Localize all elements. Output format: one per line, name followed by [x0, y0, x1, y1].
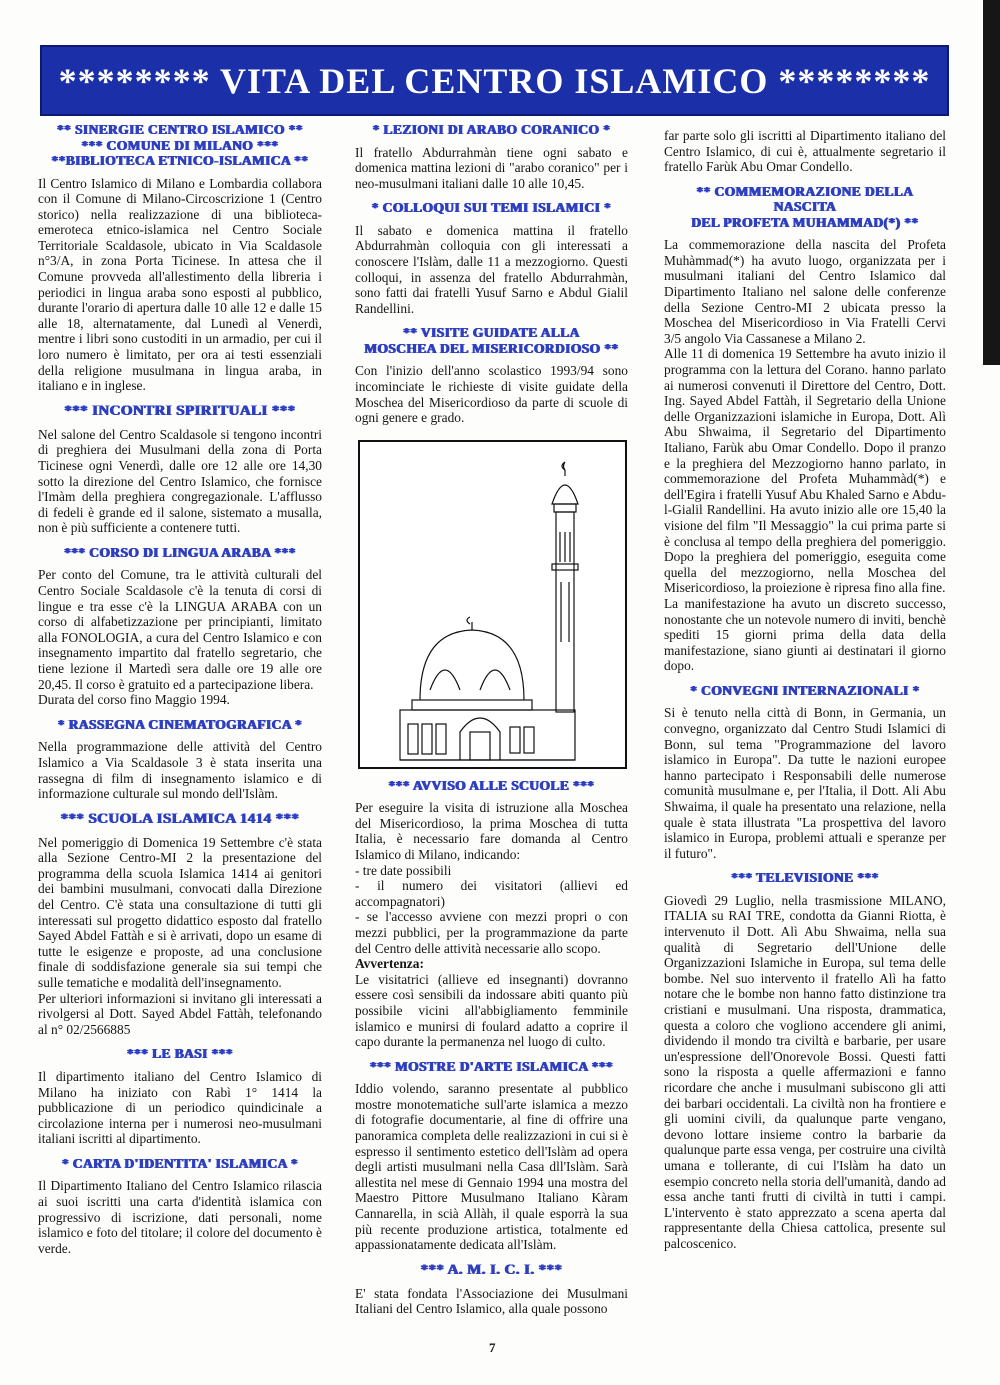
heading-line: DEL PROFETA MUHAMMAD(*) ** — [691, 214, 919, 230]
heading-line: ** COMMEMORAZIONE DELLA NASCITA — [696, 183, 914, 215]
list-item: - il numero dei visitatori (allievi ed accompagnatori) — [355, 878, 628, 909]
section-body: Nel salone del Centro Scaldasole si tengono incontri di preghiera dei Musulmani della zona di Porta Ticinese ogni Venerdì, dalle ore 12 alle ore 14,30 sotto la direzione del Centro Islamico, che fornisce l'Imàm della preghiera congregazionale. L'afflusso di fedeli è grande ed il salone, sistemato a musalla, non è più sufficiente a contenere tutti. — [38, 426, 322, 536]
section-body: La manifestazione ha avuto un discreto successo, nonostante che un notevole numero di inviti, benchè spediti 15 giorni prima della data della manifestazione, siano giunti ai destinatari il giorno dopo. — [664, 595, 946, 674]
section-heading-amici: *** A. M. I. C. I. *** — [420, 1261, 563, 1278]
title-banner — [40, 45, 949, 116]
heading-line: ** SINERGIE CENTRO ISLAMICO ** — [56, 122, 304, 137]
section-heading-visite — [355, 325, 628, 356]
section-heading-lezioni: * LEZIONI DI ARABO CORANICO * — [372, 122, 611, 137]
section-body: far parte solo gli iscritti al Dipartimento italiano del Centro Islamico, di cui è, attualmente segretario il fratello Farùk Abu Omar Condello. — [664, 128, 946, 175]
section-heading-sinergie — [38, 122, 322, 169]
section-body: Durata del corso fino Maggio 1994. — [38, 692, 230, 708]
section-heading-incontri: *** INCONTRI SPIRITUALI *** — [64, 402, 296, 419]
section-body: Il sabato e domenica mattina il fratello Abdurrahmàn colloquia con gli interessati a conoscere l'Islàm, dalle 11 a mezzogiorno. Questi colloqui, in assenza del fratello Abdurrahmàn, sono fatti dai fratelli Yusuf Sarno e Abdul Gialil Randellini. — [355, 222, 628, 316]
warning-label: Avvertenza: — [355, 956, 424, 972]
column-middle — [355, 120, 628, 1317]
section-heading-rassegna: * RASSEGNA CINEMATOGRAFICA * — [57, 716, 303, 732]
column-left — [38, 120, 322, 1256]
section-body: Giovedì 29 Luglio, nella trasmissione MILANO, ITALIA su RAI TRE, condotta da Gianni Riotta, è intervenuto il Dott. Alì Abu Shwaima, nella sua qualità di Segretario dell'Unione delle Organizzazioni Islamiche in Europa, sul tema delle bombe. Nel suo intervento il fratello Alì ha fatto notare che le bombe non hanno fatto distinzione tra cristiani e musulmani. Una risposta, drammatica, questa a coloro che vogliono accendere gli animi, dividendo il mondo tra civiltà e barbarie, per usare un'espressione dell'Onorevole Bossi. Questi fatti sono la risposta a quelle affermazioni e fanno ricordare che anche i musulmani subiscono gli atti dei barbari occidentali. La civiltà non ha frontiere e gli uomini civili, da qualunque parte vengano, devono lottare insieme contro la barbarie da qualunque parte essa venga, per costruire una civiltà umana e tollerante, di cui l'Islàm ha dato un esempio concreto nella storia dell'umanità, dando ad essa anche tanti frutti di civiltà in tutti i campi. L'intervento è stato apprezzato a scena aperta dal rappresentante della Chiesa cattolica, presente sul palcoscenico. — [664, 892, 946, 1251]
heading-line: ** VISITE GUIDATE ALLA — [403, 325, 580, 341]
section-heading-mostre: *** MOSTRE D'ARTE ISLAMICA *** — [369, 1058, 614, 1074]
page-title: ******** VITA DEL CENTRO ISLAMICO ******** — [58, 60, 931, 101]
section-body: La commemorazione della nascita del Profeta Muhàmmad(*) ha avuto luogo, organizzata per i musulmani italiani del Centro Islamico dal Dipartimento Italiano nel salone delle conferenze della Sezione Centro-MI 2 ubicata presso la Moschea del Misericordioso in Via Fratelli Cervi 3/5 angolo Via Cassanese a Milano 2. — [664, 237, 946, 346]
section-heading-le-basi: *** LE BASI *** — [126, 1046, 234, 1062]
section-heading-avviso: *** AVVISO ALLE SCUOLE *** — [388, 777, 595, 793]
section-body: Le visitatrici (allieve ed insegnanti) dovranno essere così sensibili da indossare abiti quanto più possibile vicini all'abbigliamento femminile islamico e munirsi di foulard adatto a coprire il capo durante la permanenza nel luogo di culto. — [355, 971, 628, 1050]
heading-line: **BIBLIOTECA ETNICO-ISLAMICA ** — [51, 153, 309, 168]
mosque-drawing — [360, 442, 625, 767]
section-heading-televisione: *** TELEVISIONE *** — [731, 870, 879, 886]
section-body: Il dipartimento italiano del Centro Islamico di Milano ha iniziato con Rabì 1° 1414 la pubblicazione di un periodico quindicinale a circolazione interna per i numerosi neo-musulmani italiani iscritti al dipartimento. — [38, 1068, 322, 1147]
section-body: Il fratello Abdurrahmàn tiene ogni sabato e domenica mattina lezioni di "arabo coranico" per i neo-musulmani italiani dalle 10 alle 10,45. — [355, 144, 628, 191]
section-body: Si è tenuto nella città di Bonn, in Germania, un convegno, organizzato dal Centro Studi Islamici di Bonn, sul tema "Programmazione del lavoro islamico in Europa". Da tutte le nazioni europee hanno partecipato i Responsabili delle numerose comunità musulmane e, per l'Italia, il Dott. Ali Abu Shwaima, il quale ha presentato una relazione, nella quale è stata illustrata "La prospettiva del lavoro islamico in Europa, problemi attuali e speranze per il futuro". — [664, 705, 946, 861]
column-right — [664, 128, 946, 1252]
section-body: Iddio volendo, saranno presentate al pubblico mostre monotematiche sull'arte islamica a mezzo di fotografie documentarie, al fine di offrire una panoramica completa delle realizzazioni in cui si è espresso il sentimento estetico dell'Islàm ad opera degli artisti musulmani nella Casa dll'Islàm. Sarà allestita nel mese di Gennaio 1994 una mostra del Maestro Pittore Musulmano Italiano Kàram Cannarella, in scià Allàh, il quale esporrà la sua più recente produzione artistica, totalmente ed appassionatamente dedicata all'Islàm. — [355, 1081, 628, 1253]
section-heading-carta: * CARTA D'IDENTITA' ISLAMICA * — [61, 1155, 299, 1171]
section-body: Per conto del Comune, tra le attività culturali del Centro Sociale Scaldasole c'è la tenuta di corsi di lingue e tra esse c'è la LINGUA ARABA con un corso di alfabetizzazione per principianti, limitato alla FONOLOGIA, a cura del Centro Islamico e con insegnamento impartito dal fratello segretario, che tiene lezione il Martedì sera dalle ore 19 alle ore 20,45. Il corso è gratuito ed a partecipazione libera. — [38, 567, 322, 692]
section-body: Con l'inizio dell'anno scolastico 1993/94 sono incominciate le richieste di visite guidate della Moschea del Misericordioso da parte di scuole di ogni genere e grado. — [355, 363, 628, 426]
section-body: Alle 11 di domenica 19 Settembre ha avuto inizio il programma con la lettura del Corano. hanno parlato ai numerosi convenuti il Direttore del Centro, Dott. Ing. Sayed Abdel Fattàh, il Segretario della Unione delle Organizzazioni islamiche in Europa, Dott. Alì Abu Shwaima, il Segretario del Dipartimento Italiano, Farùk abu Omar Condello. Dopo il pranzo e la preghiera del Mezzogiorno hanno parlato, in commemorazione del Profeta Muhammàd(*) e dell'Egira i fratelli Yusuf Abu Khaled Sarno e Abdu-l-Gialil Randellini. Ha avuto inizio alle ore 15,40 la visione del film "Il Messaggio" la cui prima parte si è conclusa al tempo della preghiera del pomeriggio. Dopo la preghiera del pomeriggio, eseguita come quella del mezzogiorno, nella Moschea del Misericordioso, la proiezione è ripresa fino alla fine. — [664, 346, 946, 596]
heading-line: *** COMUNE DI MILANO *** — [81, 137, 279, 153]
mosque-illustration — [358, 440, 627, 769]
section-heading-commemorazione — [664, 184, 946, 231]
section-heading-scuola: *** SCUOLA ISLAMICA 1414 *** — [60, 810, 300, 827]
list-item: - tre date possibili — [355, 862, 452, 878]
section-body: Il Dipartimento Italiano del Centro Islamico rilascia ai suoi iscritti una carta d'identità islamica con progressivo di iscrizione, dati personali, nome islamico e foto del titolare; il colore del documento è verde. — [38, 1178, 322, 1256]
section-heading-corso: *** CORSO DI LINGUA ARABA *** — [64, 544, 296, 560]
section-heading-colloqui: * COLLOQUI SUI TEMI ISLAMICI * — [371, 200, 612, 216]
section-body: Nel pomeriggio di Domenica 19 Settembre c'è stata alla Sezione Centro-MI 2 la presentazione del programma della scuola Islamica 1414 ai genitori dei bambini musulmani, convocati dalla Direzione del Centro. C'è stata una consultazione di tutti gli interessati sul progetto didattico esposto dal fratello Sayed Abdel Fattàh e si è arrivati, dopo un esame di tutte le esigenze e proposte, ad una conclusione finale di soddisfazione generale sia sui tempi che sulle tematiche e modalità dell'insegnamento. — [38, 834, 322, 991]
section-body: Il Centro Islamico di Milano e Lombardia collabora con il Comune di Milano-Circoscrizione 1 (Centro storico) nella realizzazione di una biblioteca-emeroteca etnico-islamica nel Centro Sociale Territoriale Scaldasole, ubicato in Via Scaldasole n°3/A, in zona Porta Ticinese. In attesa che il Comune provveda all'allestimento della libreria i periodici in lingua araba sono esposti al pubblico, durante l'orario di apertura dalle 10 alle 12 e dalle 15 alle 18, alternatamente, dal Lunedì al Venerdì, mentre i libri sono custoditi in un armadio, per cui il loro numero è limitato, per ora ai testi essenziali della religione musulmana in lingua araba, in italiano e in inglese. — [38, 175, 322, 394]
section-body: E' stata fondata l'Associazione dei Musulmani Italiani del Centro Islamico, alla quale possono — [355, 1285, 628, 1317]
section-body: Nella programmazione delle attività del Centro Islamico a Via Scaldasole 3 è stata inserita una rassegna di film di insegnamento islamico e di informazione culturale sul mondo dell'Islàm. — [38, 739, 322, 802]
page-edge-bar — [983, 0, 1000, 365]
list-item: - se l'accesso avviene con mezzi propri o con mezzi pubblici, per la programmazione da parte del Centro delle attività necessarie allo scopo. — [355, 909, 628, 956]
section-heading-convegni: * CONVEGNI INTERNAZIONALI * — [690, 682, 920, 698]
heading-line: MOSCHEA DEL MISERICORDIOSO ** — [364, 340, 619, 356]
page-number: 7 — [489, 1340, 496, 1355]
section-body: Per ulteriori informazioni si invitano gli interessati a rivolgersi al Dott. Sayed Abdel Fattàh, telefonando al n° 02/2566885 — [38, 990, 322, 1037]
section-body: Per eseguire la visita di istruzione alla Moschea del Misericordioso, la prima Moschea di tutta Italia, è necessario fare domanda al Centro Islamico di Milano, indicando: — [355, 800, 628, 862]
